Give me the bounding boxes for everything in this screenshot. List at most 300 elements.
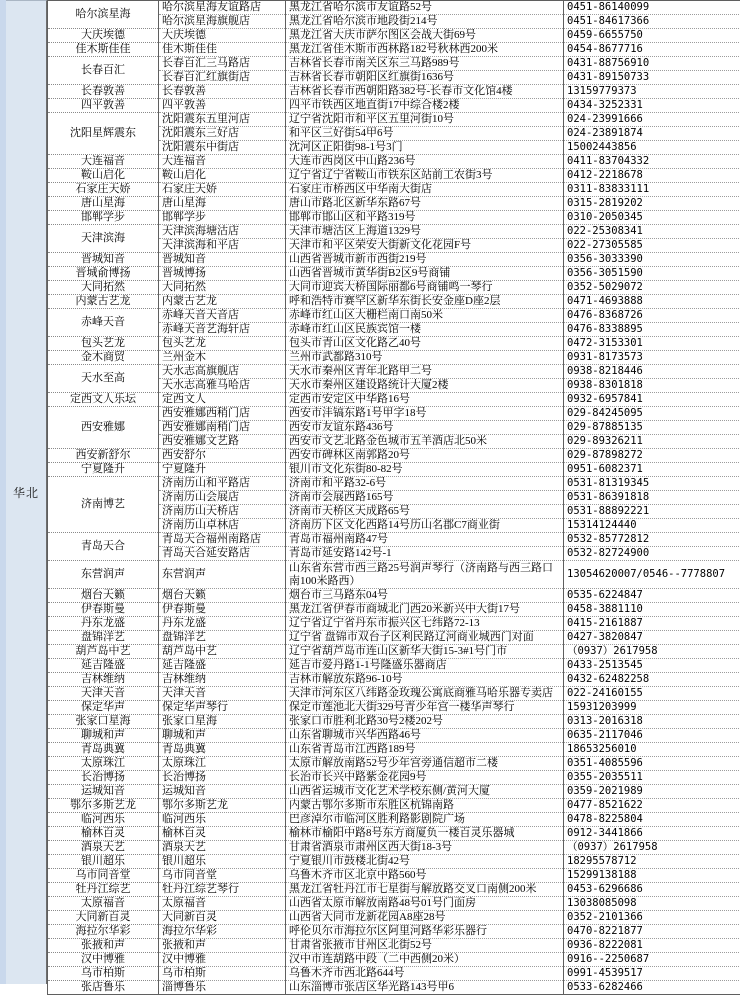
store-cell: 西安舒尔: [159, 449, 286, 463]
phone-cell: 022-25308341: [564, 225, 740, 239]
address-cell: 山东省青岛市江西路189号: [286, 742, 564, 756]
dealer-cell: 西安新舒尔: [48, 449, 159, 463]
store-cell: 聊城和声: [159, 728, 286, 742]
address-cell: 天津市河东区八纬路金玫瑰公寓底商雅马哈乐器专卖店: [286, 686, 564, 700]
phone-cell: 0532-82724900: [564, 547, 740, 561]
phone-cell: 024-23891874: [564, 127, 740, 141]
store-cell: 汉中博雅: [159, 952, 286, 966]
table-row: [48, 700, 740, 714]
dealer-cell: 西安雅娜: [48, 407, 159, 449]
table-row: [48, 197, 740, 211]
phone-cell: 0351-4085596: [564, 756, 740, 770]
table-row: [48, 253, 740, 267]
address-cell: 张家口市胜利北路30号2楼202号: [286, 714, 564, 728]
dealer-cell: 长春百汇: [48, 57, 159, 85]
store-cell: 丹东龙盛: [159, 616, 286, 630]
store-cell: 鄂尔多斯艺龙: [159, 798, 286, 812]
phone-cell: 0311-83833111: [564, 183, 740, 197]
dealer-cell: 定西文人乐坛: [48, 393, 159, 407]
phone-cell: 0936-8222081: [564, 938, 740, 952]
address-cell: 长治市长兴中路紫金花园9号: [286, 770, 564, 784]
store-cell: 晋城博扬: [159, 267, 286, 281]
phone-cell: 0431-89150733: [564, 71, 740, 85]
address-cell: 西安市沣镐东路1号甲字18号: [286, 407, 564, 421]
phone-cell: 0477-8521622: [564, 798, 740, 812]
phone-cell: 0471-4693888: [564, 295, 740, 309]
table-row: [48, 672, 740, 686]
address-cell: 石家庄市桥西区中华南大街店: [286, 183, 564, 197]
phone-cell: 0932-6957841: [564, 393, 740, 407]
address-cell: 辽宁省辽宁省鞍山市铁东区站前工农街3号: [286, 169, 564, 183]
address-cell: 沈河区正阳街98-1号3门: [286, 141, 564, 155]
table-row: [48, 896, 740, 910]
store-cell: 哈尔滨星海旗舰店: [159, 15, 286, 29]
address-cell: 延吉市爱丹路1-1号隆盛乐器商店: [286, 658, 564, 672]
table-row: [48, 365, 740, 379]
table-row: [48, 602, 740, 616]
store-cell: 银川超乐: [159, 854, 286, 868]
address-cell: 山西省太原市解放南路48号01号门面房: [286, 896, 564, 910]
table-row: [48, 756, 740, 770]
store-cell: 吉林维纳: [159, 672, 286, 686]
phone-cell: 0434-3252331: [564, 99, 740, 113]
phone-cell: 0912-3441866: [564, 826, 740, 840]
phone-cell: 18653256010: [564, 742, 740, 756]
table-row: [48, 966, 740, 980]
address-cell: 济南市和平路32-6号: [286, 477, 564, 491]
store-cell: 长春敦善: [159, 85, 286, 99]
dealer-cell: 鄂尔多斯艺龙: [48, 798, 159, 812]
store-cell: 天津滨海塘沽店: [159, 225, 286, 239]
dealer-cell: 天津滨海: [48, 225, 159, 253]
store-cell: 延吉隆盛: [159, 658, 286, 672]
address-cell: 烟台市三马路东04号: [286, 588, 564, 602]
store-cell: 盘锦洋艺: [159, 630, 286, 644]
table-row: [48, 868, 740, 882]
phone-cell: 0531-86391818: [564, 491, 740, 505]
phone-cell: 0458-3881110: [564, 602, 740, 616]
address-cell: 汉中市连葫路中段（二中西侧20米）: [286, 952, 564, 966]
address-cell: 山东淄博市张店区华光路143号甲6: [286, 980, 564, 994]
store-cell: 晋城知音: [159, 253, 286, 267]
dealer-cell: 石家庄天娇: [48, 183, 159, 197]
table-row: [48, 658, 740, 672]
table-row: [48, 952, 740, 966]
address-cell: 四平市铁西区地直街17中综合楼2楼: [286, 99, 564, 113]
phone-cell: 0356-3051590: [564, 267, 740, 281]
table-row: [48, 309, 740, 323]
dealer-cell: 丹东龙盛: [48, 616, 159, 630]
table-row: [48, 155, 740, 169]
phone-cell: 029-89326211: [564, 435, 740, 449]
store-cell: 牡丹江综艺琴行: [159, 882, 286, 896]
store-cell: 东营润声: [159, 561, 286, 589]
address-cell: 银川市文化东街80-82号: [286, 463, 564, 477]
phone-cell: 0478-8225804: [564, 812, 740, 826]
table-row: [48, 477, 740, 491]
phone-cell: 0532-85772812: [564, 533, 740, 547]
store-cell: 榆林百灵: [159, 826, 286, 840]
phone-cell: 0352-2101366: [564, 910, 740, 924]
dealer-cell: 汉中博雅: [48, 952, 159, 966]
store-cell: 济南历山和平路店: [159, 477, 286, 491]
address-cell: 甘肃省酒泉市肃州区西大街18-3号: [286, 840, 564, 854]
dealer-cell: 榆林百灵: [48, 826, 159, 840]
store-cell: 赤峰天音艺海轩店: [159, 323, 286, 337]
region-cell: [6, 0, 47, 984]
table-row: [48, 728, 740, 742]
dealer-cell: 佳木斯佳佳: [48, 43, 159, 57]
dealer-cell: 青岛天合: [48, 533, 159, 561]
phone-cell: 18295578712: [564, 854, 740, 868]
table-row: [48, 840, 740, 854]
address-cell: 济南历下区文化西路14号历山名郡C7商业街: [286, 519, 564, 533]
address-cell: 辽宁省辽宁省丹东市振兴区七纬路72-13: [286, 616, 564, 630]
phone-cell: 15314124440: [564, 519, 740, 533]
address-cell: 西安市碑林区南郭路20号: [286, 449, 564, 463]
dealer-cell: 四平敦善: [48, 99, 159, 113]
table-row: [48, 826, 740, 840]
dealer-cell: 内蒙古艺龙: [48, 295, 159, 309]
table-row: [48, 29, 740, 43]
phone-cell: 0451-84617366: [564, 15, 740, 29]
store-cell: 四平敦善: [159, 99, 286, 113]
store-cell: 唐山星海: [159, 197, 286, 211]
address-cell: 兰州市武都路310号: [286, 351, 564, 365]
dealer-cell: 哈尔滨星海: [48, 1, 159, 29]
store-cell: 包头艺龙: [159, 337, 286, 351]
address-cell: 辽宁省 盘锦市双台子区利民路辽河商业城西门对面: [286, 630, 564, 644]
store-cell: 青岛天合福州南路店: [159, 533, 286, 547]
store-cell: 太原珠江: [159, 756, 286, 770]
dealer-cell: 大连福音: [48, 155, 159, 169]
store-cell: 哈尔滨星海友谊路店: [159, 1, 286, 15]
dealer-cell: 邯郸学步: [48, 211, 159, 225]
phone-cell: 15002443856: [564, 141, 740, 155]
table-row: [48, 183, 740, 197]
store-cell: 赤峰天音天音店: [159, 309, 286, 323]
address-cell: 内蒙古鄂尔多斯市东胜区杭锦南路: [286, 798, 564, 812]
address-cell: 唐山市路北区新华东路67号: [286, 197, 564, 211]
dealer-cell: 伊春斯曼: [48, 602, 159, 616]
dealer-cell: 乌市同音堂: [48, 868, 159, 882]
dealer-cell: 唐山星海: [48, 197, 159, 211]
store-cell: 张家口星海: [159, 714, 286, 728]
address-cell: 山西省运城市文化艺术学校东侧/黄河大厦: [286, 784, 564, 798]
table-row: [48, 351, 740, 365]
store-cell: 长春百汇三马路店: [159, 57, 286, 71]
address-cell: 辽宁省沈阳市和平区五里河街10号: [286, 113, 564, 127]
store-cell: 长春百汇红旗街店: [159, 71, 286, 85]
dealer-cell: 银川超乐: [48, 854, 159, 868]
store-cell: 济南历山会展店: [159, 491, 286, 505]
dealer-cell: 牡丹江综艺: [48, 882, 159, 896]
address-cell: 大同市迎宾大桥国际丽都6号商铺鸣一琴行: [286, 281, 564, 295]
address-cell: 赤峰市红山区民族宾馆一楼: [286, 323, 564, 337]
store-cell: 沈阳震东五里河店: [159, 113, 286, 127]
phone-cell: 0451-86140099: [564, 1, 740, 15]
address-cell: 巴彦淖尔市临河区胜利路影剧院广场: [286, 812, 564, 826]
store-cell: 沈阳震东中街店: [159, 141, 286, 155]
table-row: [48, 882, 740, 896]
table-row: [48, 393, 740, 407]
table-row: [48, 714, 740, 728]
table-row: [48, 588, 740, 602]
phone-cell: 0535-6224847: [564, 588, 740, 602]
address-cell: 甘肃省张掖市甘州区北街52号: [286, 938, 564, 952]
table-row: [48, 784, 740, 798]
phone-cell: 13054620007/0546--7778807: [564, 561, 740, 589]
phone-cell: 024-23991666: [564, 113, 740, 127]
store-cell: 青岛天合延安路店: [159, 547, 286, 561]
phone-cell: 15299138188: [564, 868, 740, 882]
phone-cell: 022-24160155: [564, 686, 740, 700]
address-cell: 天水市秦州区青年北路甲二号: [286, 365, 564, 379]
dealer-table: [47, 0, 740, 995]
dealer-cell: 长治博扬: [48, 770, 159, 784]
dealer-cell: 延吉隆盛: [48, 658, 159, 672]
address-cell: 济南市会展西路165号: [286, 491, 564, 505]
store-cell: 鞍山启化: [159, 169, 286, 183]
phone-cell: （0937）2617958: [564, 840, 740, 854]
table-row: [48, 630, 740, 644]
dealer-cell: 葫芦岛中艺: [48, 644, 159, 658]
store-cell: 天水志高旗舰店: [159, 365, 286, 379]
table-row: [48, 854, 740, 868]
dealer-cell: 聊城和声: [48, 728, 159, 742]
table-row: [48, 742, 740, 756]
address-cell: 吉林省长春市西朝阳路382号-长春市文化馆4楼: [286, 85, 564, 99]
phone-cell: 0531-88892221: [564, 505, 740, 519]
table-row: [48, 113, 740, 127]
phone-cell: 0412-2218678: [564, 169, 740, 183]
dealer-cell: 临河西乐: [48, 812, 159, 826]
phone-cell: 0454-8677716: [564, 43, 740, 57]
phone-cell: 0310-2050345: [564, 211, 740, 225]
address-cell: 青岛市福州南路47号: [286, 533, 564, 547]
dealer-cell: 运城知音: [48, 784, 159, 798]
store-cell: 宁夏隆升: [159, 463, 286, 477]
dealer-cell: 大庆埃德: [48, 29, 159, 43]
store-cell: 济南历山卓林店: [159, 519, 286, 533]
table-row: [48, 770, 740, 784]
phone-cell: 0433-2513545: [564, 658, 740, 672]
store-cell: 保定华声琴行: [159, 700, 286, 714]
dealer-cell: 吉林维纳: [48, 672, 159, 686]
table-row: [48, 211, 740, 225]
phone-cell: 0533-6282466: [564, 980, 740, 994]
phone-cell: 0531-81319345: [564, 477, 740, 491]
region-label: 华北: [13, 484, 39, 501]
address-cell: 山东省东营市西三路25号润声琴行（济南路与西三路口南100米路西）: [286, 561, 564, 589]
store-cell: 烟台天籁: [159, 588, 286, 602]
phone-cell: 0938-8301818: [564, 379, 740, 393]
store-cell: 大同新百灵: [159, 910, 286, 924]
table-row: [48, 407, 740, 421]
table-row: [48, 337, 740, 351]
dealer-cell: 济南博艺: [48, 477, 159, 533]
phone-cell: 0356-3033390: [564, 253, 740, 267]
dealer-cell: 太原珠江: [48, 756, 159, 770]
dealer-table-body: [48, 1, 740, 995]
phone-cell: 15931203999: [564, 700, 740, 714]
dealer-cell: 赤峰天音: [48, 309, 159, 337]
address-cell: 天水市秦州区建设路统计大厦2楼: [286, 379, 564, 393]
dealer-cell: 沈阳星辉震东: [48, 113, 159, 155]
dealer-cell: 烟台天籁: [48, 588, 159, 602]
table-row: [48, 57, 740, 71]
store-cell: 张掖和声: [159, 938, 286, 952]
table-row: [48, 463, 740, 477]
store-cell: 沈阳震东三好店: [159, 127, 286, 141]
table-row: [48, 798, 740, 812]
phone-cell: 0453-6296686: [564, 882, 740, 896]
phone-cell: 0415-2161887: [564, 616, 740, 630]
dealer-cell: 包头艺龙: [48, 337, 159, 351]
table-row: [48, 99, 740, 113]
table-row: [48, 924, 740, 938]
dealer-cell: 晋城俞博扬: [48, 267, 159, 281]
dealer-cell: 保定华声: [48, 700, 159, 714]
address-cell: 西安市文艺北路金色城市五羊酒店北50米: [286, 435, 564, 449]
dealer-cell: 晋城知音: [48, 253, 159, 267]
store-cell: 西安雅娜南稍门店: [159, 421, 286, 435]
dealer-cell: 张掖和声: [48, 938, 159, 952]
table-row: [48, 910, 740, 924]
phone-cell: 0359-2021989: [564, 784, 740, 798]
address-cell: 乌鲁木齐市西北路644号: [286, 966, 564, 980]
dealer-cell: 酒泉天艺: [48, 840, 159, 854]
phone-cell: 0355-2035511: [564, 770, 740, 784]
phone-cell: 0991-4539517: [564, 966, 740, 980]
address-cell: 黑龙江省哈尔滨市友谊路52号: [286, 1, 564, 15]
phone-cell: 0352-5029072: [564, 281, 740, 295]
table-row: [48, 938, 740, 952]
address-cell: 辽宁省葫芦岛市连山区新华大街15-3#1号门市: [286, 644, 564, 658]
address-cell: 黑龙江省哈尔滨市地段街214号: [286, 15, 564, 29]
store-cell: 石家庄天娇: [159, 183, 286, 197]
address-cell: 黑龙江省大庆市萨尔图区会战大街69号: [286, 29, 564, 43]
dealer-cell: 张家口星海: [48, 714, 159, 728]
store-cell: 葫芦岛中艺: [159, 644, 286, 658]
store-cell: 伊春斯曼: [159, 602, 286, 616]
table-row: [48, 644, 740, 658]
dealer-cell: 太原福音: [48, 896, 159, 910]
phone-cell: 0472-3153301: [564, 337, 740, 351]
phone-cell: 0459-6655750: [564, 29, 740, 43]
store-cell: 定西文人: [159, 393, 286, 407]
table-row: [48, 1, 740, 15]
phone-cell: 0476-8338895: [564, 323, 740, 337]
table-row: [48, 616, 740, 630]
table-row: [48, 812, 740, 826]
address-cell: 呼和浩特市赛罕区新华东街长安金座D座2层: [286, 295, 564, 309]
dealer-cell: 青岛典冀: [48, 742, 159, 756]
address-cell: 大连市西岗区中山路236号: [286, 155, 564, 169]
table-row: [48, 169, 740, 183]
store-cell: 佳木斯佳佳: [159, 43, 286, 57]
table-row: [48, 43, 740, 57]
store-cell: 运城知音: [159, 784, 286, 798]
store-cell: 长治博扬: [159, 770, 286, 784]
store-cell: 天水志高雅马哈店: [159, 379, 286, 393]
dealer-cell: 海拉尔华彩: [48, 924, 159, 938]
store-cell: 乌市柏斯: [159, 966, 286, 980]
store-cell: 西安雅娜文艺路: [159, 435, 286, 449]
phone-cell: 029-87885135: [564, 421, 740, 435]
phone-cell: 0315-2819202: [564, 197, 740, 211]
address-cell: 天津市塘沽区上海道1329号: [286, 225, 564, 239]
dealer-cell: 宁夏隆升: [48, 463, 159, 477]
dealer-cell: 大同拓然: [48, 281, 159, 295]
address-cell: 呼伦贝尔市海拉尔区阿里河路华彩乐器行: [286, 924, 564, 938]
address-cell: 西安市友谊东路436号: [286, 421, 564, 435]
phone-cell: 0431-88756910: [564, 57, 740, 71]
phone-cell: 0476-8368726: [564, 309, 740, 323]
address-cell: 吉林省长春市朝阳区红旗街1636号: [286, 71, 564, 85]
address-cell: 太原市解放南路52号少年宫旁通信超市二楼: [286, 756, 564, 770]
store-cell: 大同拓然: [159, 281, 286, 295]
address-cell: 山东省聊城市兴华西路46号: [286, 728, 564, 742]
address-cell: 山西省晋城市新市西街219号: [286, 253, 564, 267]
address-cell: 黑龙江省佳木斯市西林路182号秋林西200米: [286, 43, 564, 57]
address-cell: 吉林市解放东路96-10号: [286, 672, 564, 686]
store-cell: 内蒙古艺龙: [159, 295, 286, 309]
table-row: [48, 686, 740, 700]
phone-cell: 0427-3820847: [564, 630, 740, 644]
dealer-cell: 东营润声: [48, 561, 159, 589]
store-cell: 兰州金木: [159, 351, 286, 365]
address-cell: 黑龙江省伊春市商城北门西20米新兴中大街17号: [286, 602, 564, 616]
table-row: [48, 533, 740, 547]
store-cell: 淄博鲁乐: [159, 980, 286, 994]
store-cell: 天津天音: [159, 686, 286, 700]
table-row: [48, 449, 740, 463]
phone-cell: 13159779373: [564, 85, 740, 99]
phone-cell: 0635-2117046: [564, 728, 740, 742]
address-cell: 赤峰市红山区大栅栏南口南50米: [286, 309, 564, 323]
store-cell: 邯郸学步: [159, 211, 286, 225]
store-cell: 天津滨海和平店: [159, 239, 286, 253]
table-row: [48, 225, 740, 239]
phone-cell: 0470-8221877: [564, 924, 740, 938]
store-cell: 西安雅娜西稍门店: [159, 407, 286, 421]
phone-cell: 0432-62482258: [564, 672, 740, 686]
address-cell: 保定市莲池北大街329号青少年宫一楼华声琴行: [286, 700, 564, 714]
store-cell: 临河西乐: [159, 812, 286, 826]
store-cell: 济南历山天桥店: [159, 505, 286, 519]
phone-cell: 13038085098: [564, 896, 740, 910]
address-cell: 山西省大同市龙新花园A8座28号: [286, 910, 564, 924]
dealer-cell: 天津天音: [48, 686, 159, 700]
address-cell: 天津市和平区荣安大街新文化花园F号: [286, 239, 564, 253]
address-cell: 济南市天桥区天成路65号: [286, 505, 564, 519]
phone-cell: 029-84245095: [564, 407, 740, 421]
dealer-cell: 长春敦善: [48, 85, 159, 99]
phone-cell: 0938-8218446: [564, 365, 740, 379]
address-cell: 宁夏银川市鼓楼北街42号: [286, 854, 564, 868]
dealer-cell: 盘锦洋艺: [48, 630, 159, 644]
address-cell: 黑龙江省牡丹江市七星街与解放路交叉口南侧200米: [286, 882, 564, 896]
address-cell: 青岛市延安路142号-1: [286, 547, 564, 561]
address-cell: 吉林省长春市南关区东三马路989号: [286, 57, 564, 71]
phone-cell: 029-87898272: [564, 449, 740, 463]
table-row: [48, 980, 740, 994]
address-cell: 和平区三好街54甲6号: [286, 127, 564, 141]
address-cell: 定西市安定区中华路16号: [286, 393, 564, 407]
store-cell: 太原福音: [159, 896, 286, 910]
phone-cell: 0931-8173573: [564, 351, 740, 365]
